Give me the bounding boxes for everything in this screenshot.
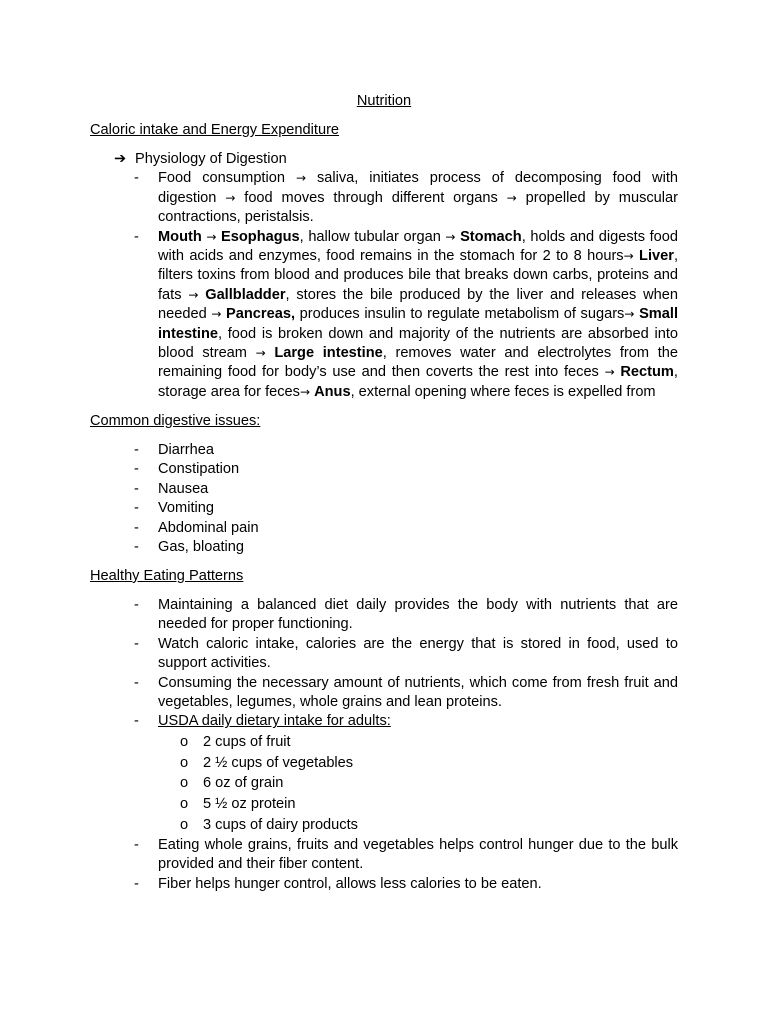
usda-item: o 2 cups of fruit [90,732,678,753]
arrow-icon: → [255,346,266,361]
dash-bullet: - [134,480,139,497]
arrow-icon: → [188,287,199,302]
list-item: - Eating whole grains, fruits and vegetables helps control hunger due to the bulk provided and their fiber content. [134,836,678,873]
dash-bullet: - [134,635,139,652]
dash-bullet: - [134,519,139,536]
circle-bullet: o [180,796,189,813]
list-item: - Vomiting [90,499,678,518]
dash-bullet: - [134,170,139,187]
usda-item: o 6 oz of grain [90,773,678,794]
dash-bullet: - [134,713,139,730]
usda-item: o 3 cups of dairy products [90,815,678,836]
list-item-usda [90,712,678,731]
healthy-eating-list [90,596,678,732]
section-heading-caloric: Caloric intake and Energy Expenditure [90,122,340,138]
arrow-list [90,150,678,169]
arrow-icon: → [623,249,634,264]
list-item-digestive-organs: - Mouth → Esophagus, hallow tubular organ → Stomach, holds and digests food with acids and enzymes, food remains in the stomach for 2 to 8 hours→ Liver, filters toxins from blood and produces bile that breaks down carbs, proteins and fats → Gallbladder, stores the bile produced by the liver and releases when needed → Pancreas, produces insulin to regulate metabolism of sugars→ Small intestine, food is broken down and majority of the nutrients are absorbed into blood stream → Large intestine, removes water and electrolytes from the remaining food for body’s use and then coverts the rest into feces → Rectum, storage area for feces→ Anus, external opening where feces is expelled from [134,228,679,400]
list-item: - Consuming the necessary amount of nutrients, which come from fresh fruit and vegetables, legumes, whole grains and lean proteins. [134,674,678,710]
dash-bullet: - [134,441,139,458]
list-item: - Gas, bloating [90,538,678,557]
arrow-bullet-icon: ➔ [114,151,127,167]
arrow-icon: → [445,229,456,244]
arrow-icon: → [206,229,217,244]
list-item: - Diarrhea [90,441,678,460]
list-item: - Fiber helps hunger control, allows less calories to be eaten. [90,875,678,894]
dash-bullet: - [134,461,139,478]
healthy-eating-list-continued [90,836,678,894]
dash-bullet: - [134,538,139,555]
section-heading-healthy-eating: Healthy Eating Patterns [90,567,244,584]
list-item: - Maintaining a balanced diet daily provides the body with nutrients that are needed for proper functioning. [134,596,678,633]
arrow-icon: → [225,190,236,205]
usda-intake-list [90,732,678,836]
usda-heading: USDA daily dietary intake for adults: [158,713,391,730]
list-item-food-consumption: - Food consumption → saliva, initiates process of decomposing food with digestion → food moves through different organs → propelled by muscular contractions, peristalsis. [134,170,679,226]
circle-bullet: o [180,816,189,833]
circle-bullet: o [180,754,189,771]
list-item: - Watch caloric intake, calories are the energy that is stored in food, used to support activities. [134,635,678,672]
digestive-issues-list [90,441,678,557]
arrow-icon: → [211,307,222,322]
dash-bullet: - [134,836,139,853]
dash-bullet: - [134,228,139,245]
list-item: - Abdominal pain [90,519,678,538]
usda-item: o 2 ½ cups of vegetables [90,753,678,774]
dash-bullet: - [134,596,139,613]
arrow-icon: → [299,384,311,399]
arrow-item-physiology: ➔ Physiology of Digestion [90,150,678,169]
list-item: - Nausea [90,480,678,499]
usda-item: o 5 ½ oz protein [90,794,678,815]
arrow-icon: → [506,190,517,205]
dash-bullet: - [134,674,139,691]
digestion-list [90,169,678,402]
arrow-icon: → [624,307,635,322]
circle-bullet: o [180,775,189,792]
page-title: Nutrition [356,93,412,109]
arrow-icon: → [604,365,615,380]
dash-bullet: - [134,500,139,517]
circle-bullet: o [180,733,189,750]
section-heading-digestive-issues: Common digestive issues: [90,412,261,429]
list-item: - Constipation [90,460,678,479]
dash-bullet: - [134,875,139,892]
arrow-icon: → [295,171,306,186]
document-page [90,92,678,894]
